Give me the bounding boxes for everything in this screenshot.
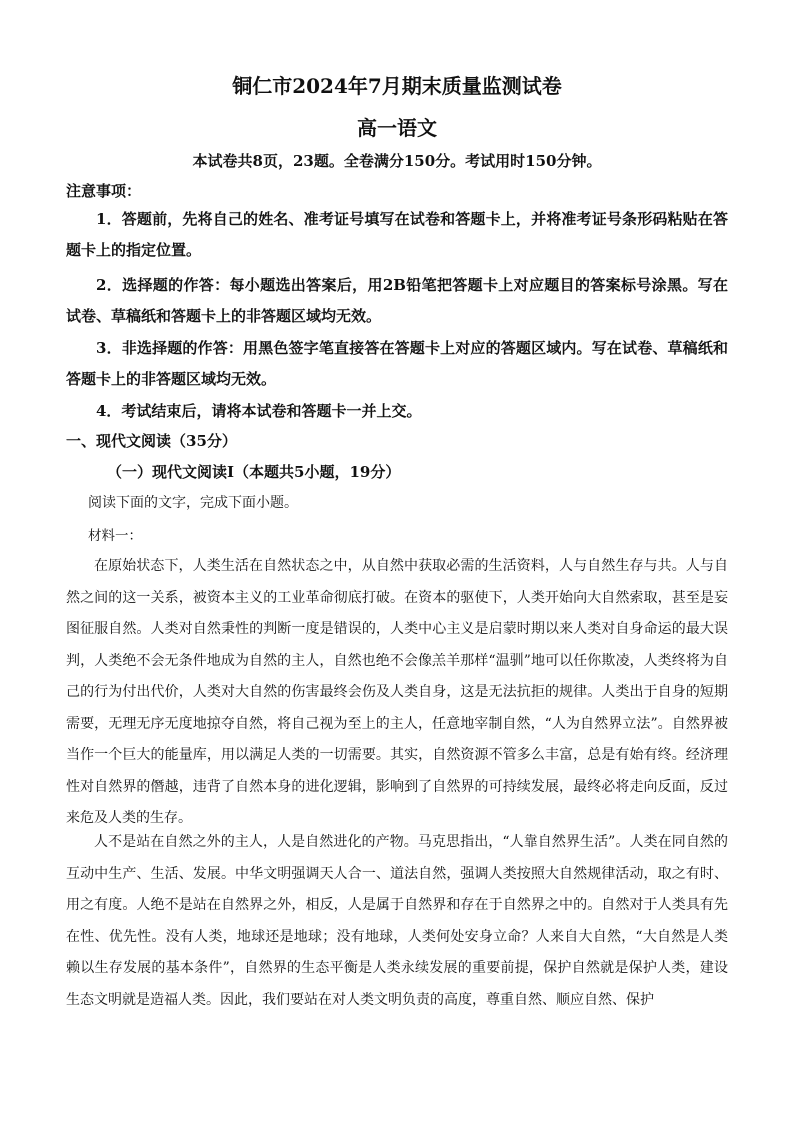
material-paragraph-2: 人不是站在自然之外的主人，人是自然进化的产物。马克思指出，“人靠自然界生活”。人类在同自然的互动中生产、生活、发展。中华文明强调天人合一、道法自然，强调人类按照大自然规律活动，取之有时、用之有度。人绝不是站在自然界之外，相反，人是属于自然界和存在于自然界之中的。自然对于人类具有先在性、优先性。没有人类，地球还是地球；没有地球，人类何处安身立命？人来自大自然，“大自然是人类赖以生存发展的基本条件”，自然界的生态平衡是人类永续发展的重要前提，保护自然就是保护人类，建设生态文明就是造福人类。因此，我们要站在对人类文明负责的高度，尊重自然、顺应自然、保护 xyxy=(66,834,728,1008)
exam-summary: 本试卷共8页，23题。全卷满分150分。考试用时150分钟。 xyxy=(192,152,602,170)
reading-instruction: 阅读下面的文字，完成下面小题。 xyxy=(88,495,298,511)
section-heading: 一、现代文阅读（35分） xyxy=(66,432,237,450)
notice-item-1: 1．答题前，先将自己的姓名、准考证号填写在试卷和答题卡上，并将准考证号条形码粘贴在答题卡上的指定位置。 xyxy=(66,210,728,259)
notice-item-2: 2．选择题的作答：每小题选出答案后，用2B铅笔把答题卡上对应题目的答案标号涂黑。写在试卷、草稿纸和答题卡上的非答题区域均无效。 xyxy=(66,276,728,325)
notice-item-4: 4．考试结束后，请将本试卷和答题卡一并上交。 xyxy=(96,402,422,420)
material-paragraph-1: 在原始状态下，人类生活在自然状态之中，从自然中获取必需的生活资料，人与自然生存与共。人与自然之间的这一关系，被资本主义的工业革命彻底打破。在资本的驱使下，人类开始向大自然索取，甚至是妄图征服自然。人类对自然秉性的判断一度是错误的，人类中心主义是启蒙时期以来人类对自身命运的最大误判，人类绝不会无条件地成为自然的主人，自然也绝不会像羔羊那样“温驯”地可以任你欺凌，人类终将为自己的行为付出代价，人类对大自然的伤害最终会伤及人类自身，这是无法抗拒的规律。人类出于自身的短期需要，无理无序无度地掠夺自然，将自己视为至上的主人，任意地宰制自然，“人为自然界立法”。自然界被当作一个巨大的能量库，用以满足人类的一切需要。其实，自然资源不管多么丰富，总是有始有终。经济理性对自然界的僭越，违背了自然本身的进化逻辑，影响到了自然界的可持续发展，最终必将走向反面，反过来危及人类的生存。 xyxy=(66,558,728,826)
notice-item-3: 3．非选择题的作答：用黑色签字笔直接答在答题卡上对应的答题区域内。写在试卷、草稿纸和答题卡上的非答题区域均无效。 xyxy=(66,339,728,388)
exam-title: 铜仁市2024年7月期末质量监测试卷 xyxy=(232,74,562,98)
notice-heading: 注意事项： xyxy=(66,182,142,200)
exam-subject: 高一语文 xyxy=(357,116,437,140)
material-label: 材料一： xyxy=(88,528,142,544)
subsection-heading: （一）现代文阅读Ⅰ（本题共5小题，19分） xyxy=(107,463,401,481)
